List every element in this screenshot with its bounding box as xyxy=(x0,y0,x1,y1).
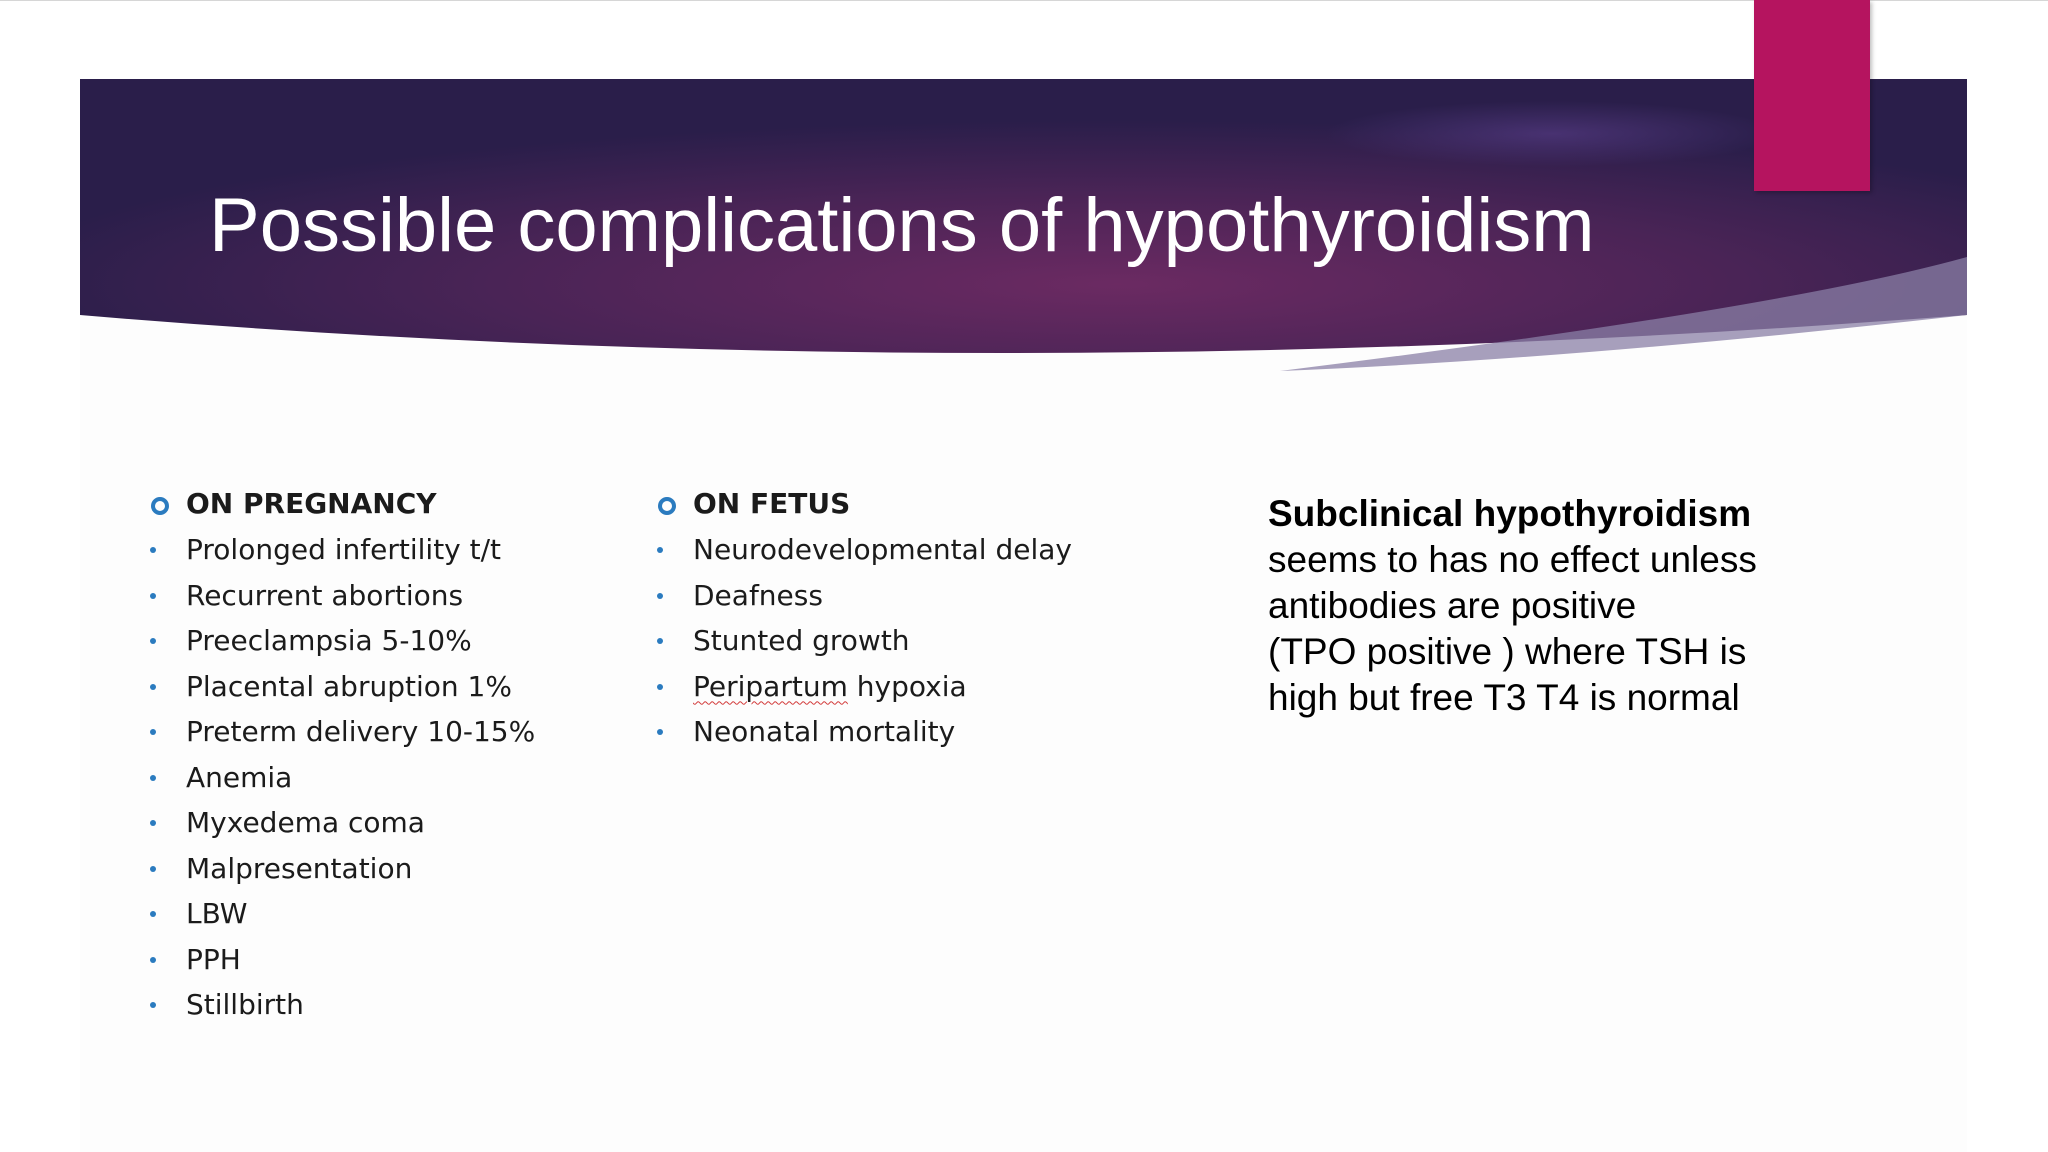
dot-bullet-icon xyxy=(150,911,156,917)
list-item xyxy=(144,982,535,1028)
list-item xyxy=(651,573,1072,619)
list-item-text: Recurrent abortions xyxy=(186,578,464,612)
list-item xyxy=(651,618,1072,664)
note-heading: Subclinical hypothyroidism xyxy=(1268,493,1752,534)
list-item xyxy=(144,709,535,755)
fetus-heading xyxy=(651,481,1072,527)
pregnancy-heading xyxy=(144,481,535,527)
list-item-text: Malpresentation xyxy=(186,851,413,885)
dot-bullet-icon xyxy=(657,729,663,735)
note-line: (TPO positive ) where TSH is xyxy=(1268,631,1747,672)
list-item-text: LBW xyxy=(186,897,248,930)
list-item-text: Placental abruption 1% xyxy=(186,669,512,703)
list-item xyxy=(144,664,535,710)
dot-bullet-icon xyxy=(657,547,663,553)
list-item-text: Preterm delivery 10-15% xyxy=(186,715,536,748)
circle-bullet-icon xyxy=(658,497,676,515)
list-item xyxy=(144,755,535,801)
list-item xyxy=(144,891,535,937)
list-item-text: Anemia xyxy=(186,760,293,794)
list-item-text xyxy=(693,670,967,703)
accent-tab xyxy=(1754,0,1870,191)
list-item xyxy=(144,573,535,619)
list-item-text: PPH xyxy=(186,942,241,976)
slide-title: Possible complications of hypothyroidism xyxy=(209,183,1595,268)
dot-bullet-icon xyxy=(150,866,156,872)
note-line: antibodies are positive xyxy=(1268,585,1637,626)
list-item-word: hypoxia xyxy=(856,669,967,703)
list-item-text: Neurodevelopmental delay xyxy=(693,533,1072,566)
dot-bullet-icon xyxy=(150,820,156,826)
dot-bullet-icon xyxy=(150,775,156,781)
list-item xyxy=(144,527,535,573)
list-item xyxy=(144,618,535,664)
note-line: high but free T3 T4 is normal xyxy=(1268,677,1740,718)
list-item-text: Prolonged infertility t/t xyxy=(186,533,502,566)
list-item xyxy=(651,664,1072,710)
dot-bullet-icon xyxy=(150,957,156,963)
dot-bullet-icon xyxy=(150,593,156,599)
list-item xyxy=(651,527,1072,573)
dot-bullet-icon xyxy=(657,684,663,690)
dot-bullet-icon xyxy=(150,684,156,690)
list-item xyxy=(144,937,535,983)
spellcheck-flagged-word: Peripartum xyxy=(693,669,848,703)
list-item xyxy=(651,709,1072,755)
window-top-border xyxy=(0,0,2048,1)
dot-bullet-icon xyxy=(657,593,663,599)
list-item-text: Myxedema coma xyxy=(186,806,425,839)
dot-bullet-icon xyxy=(150,729,156,735)
list-item xyxy=(144,846,535,892)
list-item-text: Neonatal mortality xyxy=(693,715,956,748)
fetus-heading-text: ON FETUS xyxy=(693,487,851,520)
pregnancy-heading-text: ON PREGNANCY xyxy=(186,487,437,520)
list-item-text: Stillbirth xyxy=(186,988,304,1021)
list-item-text: Stunted growth xyxy=(693,624,910,657)
note-line: seems to has no effect unless xyxy=(1268,539,1757,580)
list-item-text: Deafness xyxy=(693,578,823,612)
list-item xyxy=(144,800,535,846)
dot-bullet-icon xyxy=(150,638,156,644)
circle-bullet-icon xyxy=(151,497,169,515)
dot-bullet-icon xyxy=(150,547,156,553)
subclinical-note xyxy=(1268,491,1828,721)
pregnancy-column xyxy=(144,481,535,1028)
dot-bullet-icon xyxy=(657,638,663,644)
list-item-text: Preeclampsia 5-10% xyxy=(186,624,472,657)
fetus-column xyxy=(651,481,1072,755)
dot-bullet-icon xyxy=(150,1002,156,1008)
